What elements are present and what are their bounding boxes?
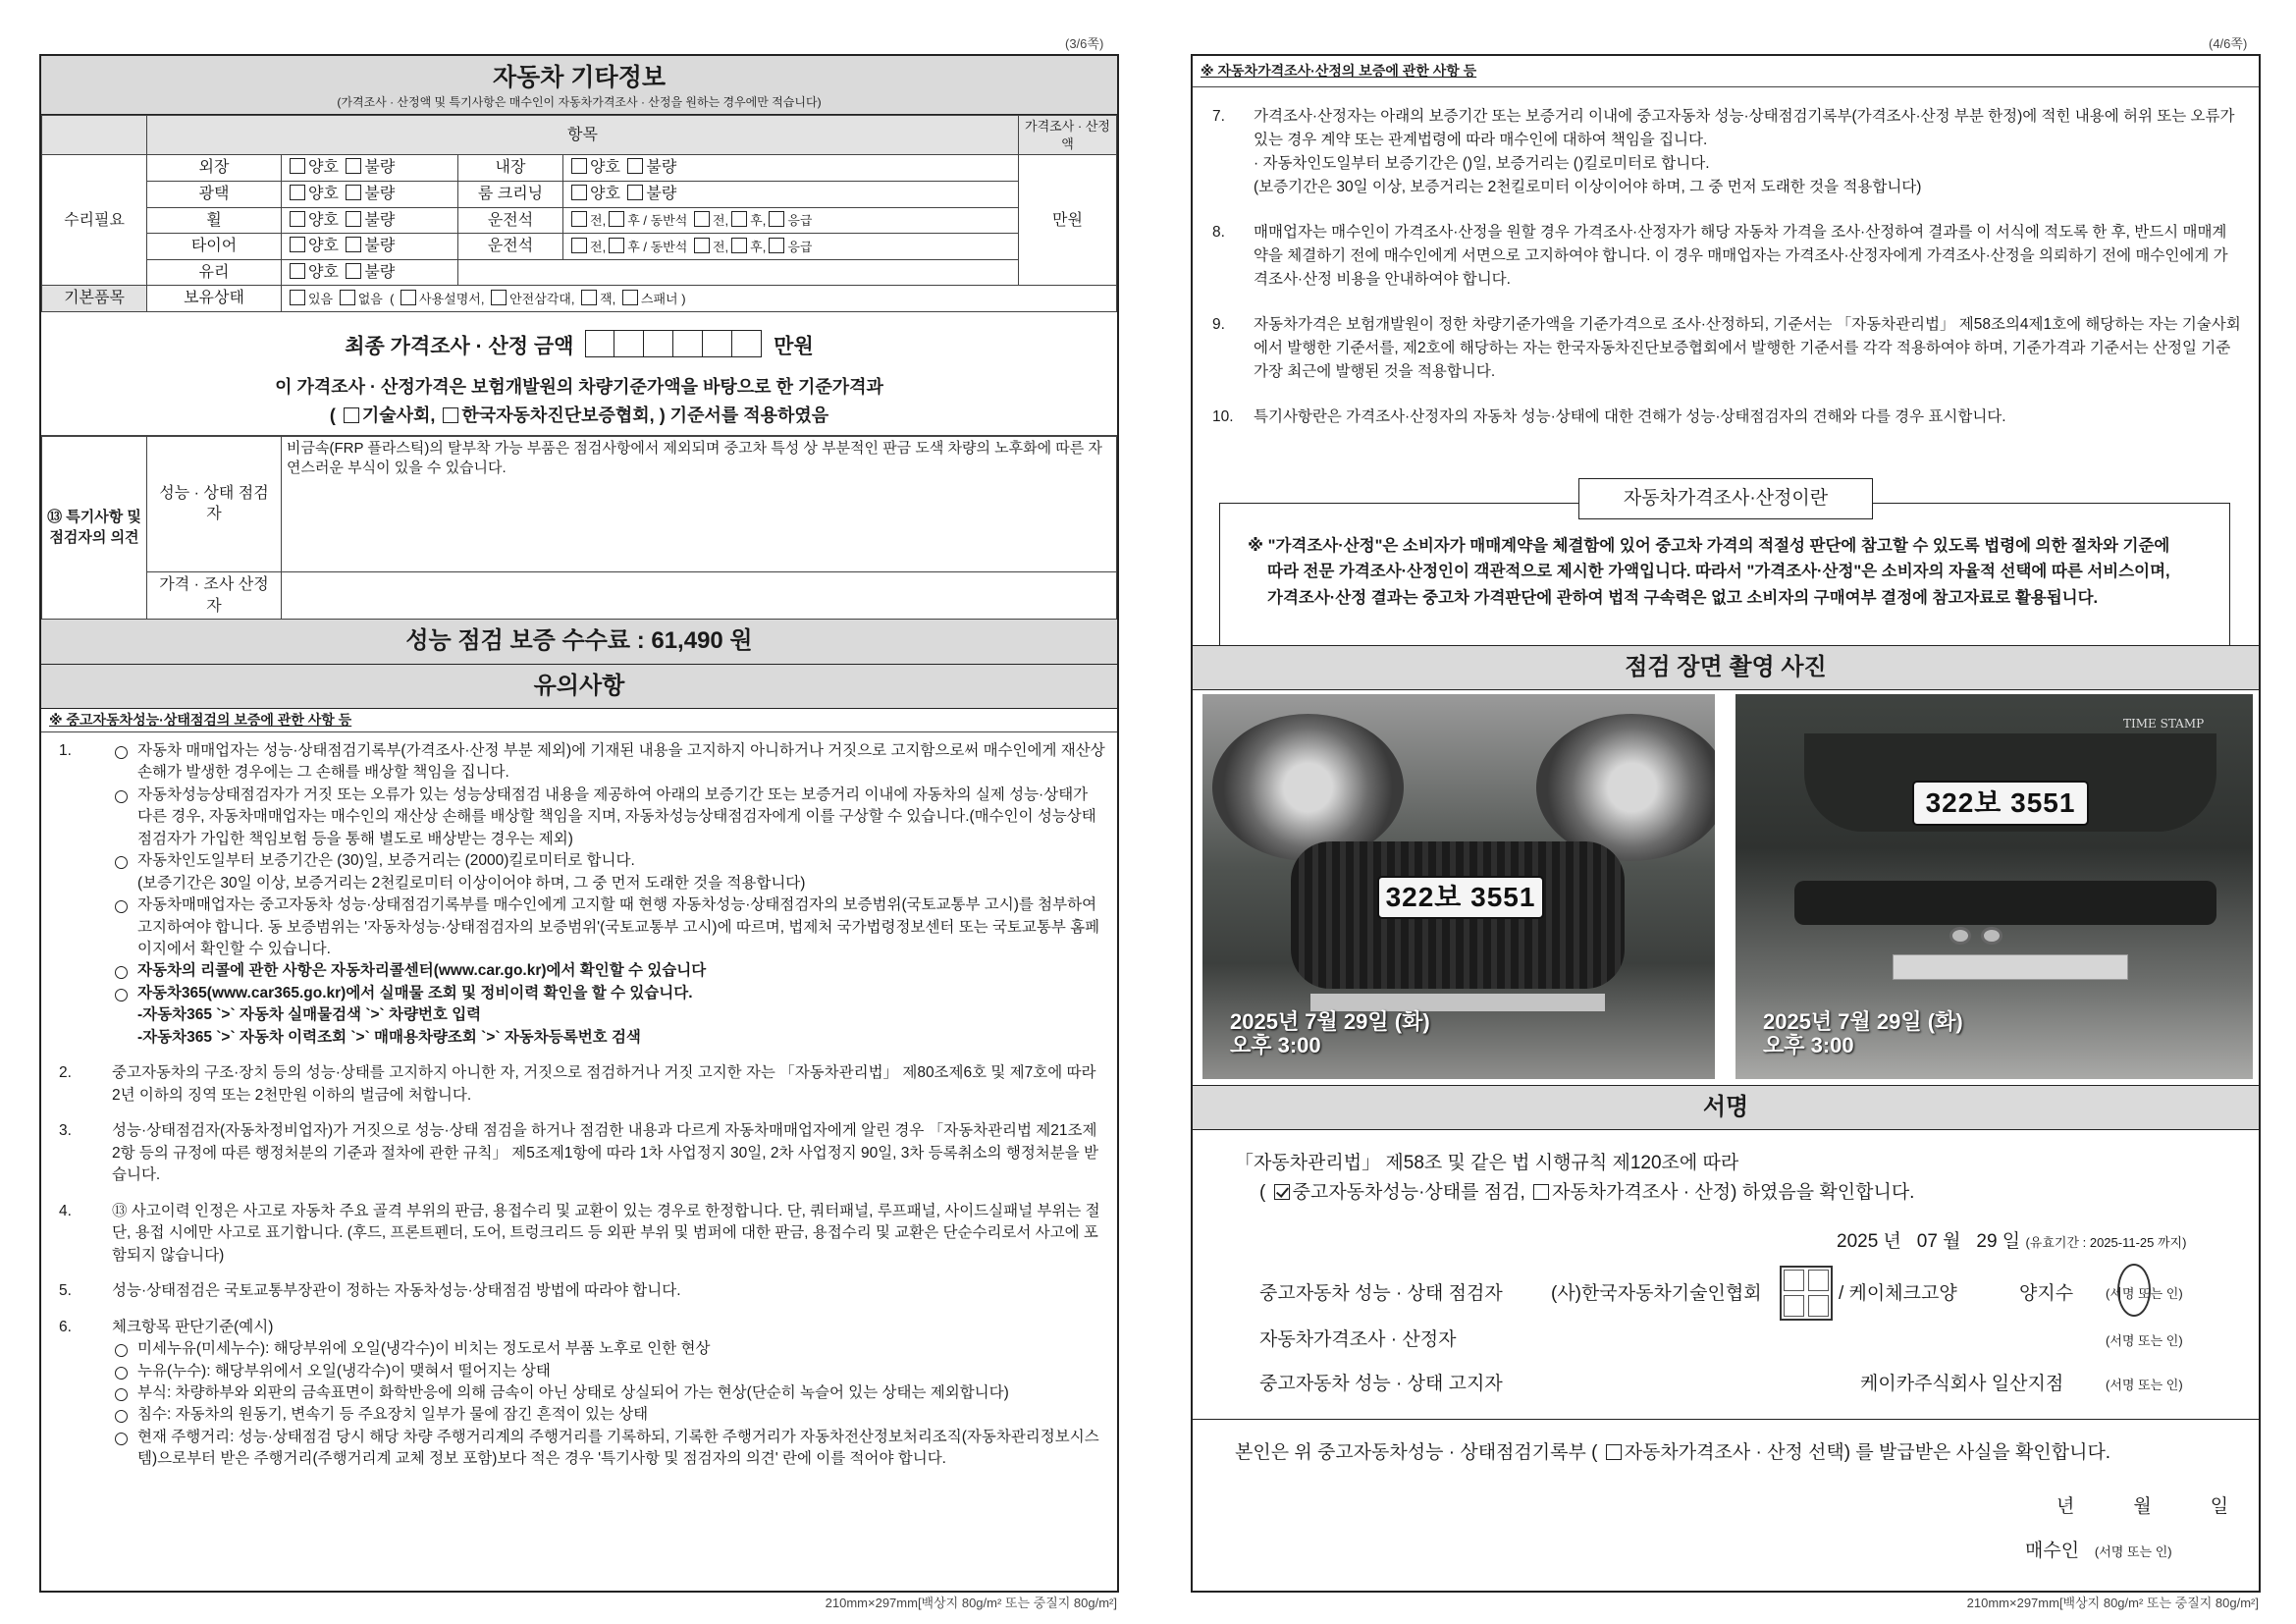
exhaust-right (1981, 927, 2002, 945)
photo-front (1202, 694, 1715, 1079)
note-6-item: 부식: 차량하부와 외판의 금속표면이 화학반응에 의해 금속이 아닌 상태로 상실되어 가는 현상(단순히 녹슬어 있는 상태는 제외합니다) (112, 1382, 1105, 1404)
emergency-label: 응급 (787, 213, 813, 229)
page-left (39, 54, 1119, 1611)
good-label: 양호 (308, 238, 339, 255)
note-number: 4. (59, 1202, 72, 1219)
note-1 (41, 740, 1117, 1050)
note-1-item: 자동차 매매업자는 성능·상태점검기록부(가격조사·산정 부분 제외)에 기재된 내용을 고지하지 아니하거나 거짓으로 고지함으로써 매수인에게 재산상 손해가 발생한 경우에는 그 손해를 배상할 책임을 집니다. (112, 740, 1105, 785)
tech-society-label: 기술사회, (361, 405, 436, 425)
note-text: 자동차가격은 보험개발원이 정한 차량기준가액을 기준가격으로 조사·산정하되, 기준서는 「자동차관리법」 제58조의4제1호에 해당하는 자는 기술사회에서 발행한 기준서를, 제2호에 해당하는 자는 한국자동차진단보증협회에서 발행한 기준서를 각각 적용하여야 하며, 기준가격과 기준서는 산정일 기준 가장 최근에 발행된 것을 적용합니다. (1254, 316, 2241, 381)
paper-spec: 210mm×297mm[백상지 80g/m² 또는 중질지 80g/m²] (1966, 1596, 2259, 1611)
note-6-item: 침수: 자동차의 원동기, 변속기 등 주요장치 일부가 물에 잠긴 흔적이 있는 상태 (112, 1404, 1105, 1426)
vehicle-info-title: 자동차 기타정보 (493, 64, 666, 91)
checkbox-good[interactable] (290, 158, 305, 174)
note-text: 가격조사·산정자는 아래의 보증기간 또는 보증거리 이내에 중고자동차 성능·상태점검기록부(가격조사·산정 부분 한정)에 적힌 내용에 허위 또는 오류가 있는 경우 계약 또는 관계법령에 따라 매수인에 대하여 책임을 집니다. (1254, 107, 2235, 148)
basis-line1: 이 가격조사 · 산정가격은 보험개발원의 차량기준가액을 바탕으로 한 기준가격과 (275, 377, 883, 398)
row-label: 외장 (147, 155, 282, 182)
buyer-line (2025, 1539, 2172, 1564)
row-label: 내장 (458, 155, 563, 182)
photo-date: 2025년 7월 29일 (화) (1230, 1009, 1430, 1034)
signature-note: (서명 또는 인) (2094, 1544, 2172, 1559)
notifier-org: 케이카주식회사 일산지점 (1860, 1374, 2064, 1394)
bad-label: 불량 (364, 263, 396, 281)
photo-rear (1735, 694, 2253, 1079)
checkbox-tech-society[interactable] (344, 407, 359, 423)
signature-note: (서명 또는 인) (2106, 1378, 2183, 1392)
notes-body (41, 732, 1117, 1471)
front-label: 전 (590, 239, 603, 254)
good-label: 양호 (590, 186, 620, 203)
special-label: ⑬ 특기사항 및 점검자의 의견 (42, 436, 147, 619)
price-definition-box (1219, 488, 2230, 646)
passenger-label: 동반석 (650, 239, 688, 254)
price-inspector-label: 자동차가격조사 · 산정자 (1259, 1329, 1457, 1350)
note-text: 매매업자는 매수인이 가격조사·산정을 원할 경우 가격조사·산정자가 해당 자동차 가격을 조사·산정하여 결과를 이 서식에 적도록 한 후, 반드시 매매계약을 체결하기 전에 매수인에게 서면으로 고지하여야 합니다. 이 경우 매매업자는 가격조사·산정자에게 가격조사·산정을 의뢰하기 전에 매수인에게 가격조사·산정 비용을 안내하여야 합니다. (1254, 223, 2228, 288)
page-right (1191, 54, 2261, 1611)
row-label: 광택 (147, 182, 282, 208)
checkbox-good[interactable] (571, 158, 587, 174)
confirm-text-b: 자동차가격조사 · 산정 선택) 를 발급받은 사실을 확인합니다. (1624, 1442, 2111, 1463)
good-label: 양호 (590, 159, 620, 177)
have-label: 있음 (308, 291, 334, 306)
definition-line: ※ "가격조사·산정"은 소비자가 매매계약을 체결함에 있어 중고차 가격의 적절성 판단에 참고할 수 있도록 법령에 의한 절차와 기준에 (1248, 537, 2170, 555)
note-1-item: 자동차인도일부터 보증기간은 (30)일, 보증거리는 (2000)킬로미터로 합니다. (112, 850, 1105, 872)
emergency-label: 응급 (787, 239, 813, 254)
won-label: 만원 (1019, 155, 1117, 286)
sign-option-price: 자동차가격조사 · 산정) 하였음을 확인합니다. (1552, 1182, 1915, 1203)
price-note (1193, 406, 2259, 429)
sign-date (1837, 1229, 2186, 1255)
row-label: 룸 크리닝 (458, 182, 563, 208)
note-number: 2. (59, 1064, 72, 1082)
license-plate-front: 322보 3551 (1377, 876, 1544, 919)
photo-date: 2025년 7월 29일 (화) (1763, 1009, 1963, 1034)
basic-state-label: 보유상태 (147, 286, 282, 312)
note-2-text: 중고자동차의 구조·장치 등의 성능·상태를 고지하지 아니한 자, 거짓으로 점검하거나 거짓 고지한 자는 「자동차관리법」 제80조제6호 및 제7호에 따라 2년 이하의 징역 또는 2천만원 이하의 벌금에 처합니다. (112, 1064, 1096, 1104)
note-5 (41, 1280, 1117, 1302)
note-4-text: ⑬ 사고이력 인정은 사고로 자동차 주요 골격 부위의 판금, 용접수리 및 교환이 있는 경우로 한정합니다. 단, 쿼터패널, 루프패널, 사이드실패널 부위는 절단, 용접 시에만 사고로 표기합니다. (후드, 프론트펜더, 도어, 트렁크리드 등 외판 부위 및 범퍼에 대한 판금, 용접수리 및 교환은 단순수리로서 사고에 포함되지 않습니다) (112, 1202, 1100, 1264)
row-label: 유리 (147, 259, 282, 286)
bad-label: 불량 (364, 186, 396, 203)
price-definition-text (1220, 504, 2229, 611)
inspector-name: 양지수 (2019, 1283, 2074, 1304)
good-label: 양호 (308, 263, 339, 281)
final-price-boxes[interactable] (585, 330, 762, 365)
confirm-text-a: 본인은 위 중고자동차성능 · 상태점검기록부 ( (1235, 1442, 1598, 1463)
slash: / (643, 213, 647, 229)
header-price: 가격조사 · 산정액 (1019, 116, 1117, 155)
basic-items-label: 기본품목 (42, 286, 147, 312)
checkbox-bad[interactable] (346, 211, 361, 227)
row-label: 운전석 (458, 234, 563, 260)
bad-label: 불량 (646, 186, 677, 203)
date-day: 29 일 (1976, 1231, 2021, 1252)
note-1-sub: (보증기간은 30일 이상, 보증거리는 2천킬로미터 이상이어야 하며, 그 중 먼저 도래한 것을 적용합니다) (137, 874, 806, 892)
time-stamp-badge: TIME STAMP (2123, 717, 2205, 731)
spanner-label: 스패너 (640, 291, 678, 306)
checkbox-bad[interactable] (346, 263, 361, 279)
price-note (1193, 105, 2259, 199)
date-year: 2025 년 (1837, 1231, 1901, 1252)
page-number: (3/6쪽) (1065, 36, 1104, 51)
signature-note: (서명 또는 인) (2106, 1333, 2183, 1348)
checkbox-bad[interactable] (346, 185, 361, 200)
checkbox-triangle[interactable] (491, 290, 507, 305)
photo-title: 점검 장면 촬영 사진 (1193, 645, 2259, 690)
note-number: 3. (59, 1122, 72, 1140)
buyer-confirm (1235, 1440, 2110, 1466)
checkbox-inspection-checked[interactable] (1274, 1184, 1290, 1200)
note-number: 9. (1212, 316, 1225, 333)
note-number: 5. (59, 1282, 72, 1300)
checkbox[interactable] (694, 238, 710, 253)
sign-line-2: ( 중고자동차성능·상태를 점검, 자동차가격조사 · 산정) 하였음을 확인합니다. (1259, 1182, 1915, 1203)
buyer-label: 매수인 (2025, 1541, 2080, 1561)
valid-until: (유효기간 : 2025-11-25 까지) (2025, 1235, 2187, 1250)
checkbox[interactable] (571, 238, 587, 253)
page-number: (4/6쪽) (2209, 36, 2248, 51)
checkbox-price-survey[interactable] (1533, 1184, 1549, 1200)
note-text: · 자동차인도일부터 보증기간은 ()일, 보증거리는 ()킬로미터로 합니다. (1254, 154, 1710, 172)
note-text: (보증기간은 30일 이상, 보증거리는 2천킬로미터 이상이어야 하며, 그 중 먼저 도래한 것을 적용합니다) (1254, 178, 1922, 195)
inspector-branch: / 케이체크고양 (1839, 1283, 1957, 1304)
ymd-day: 일 (2210, 1496, 2229, 1517)
final-price-unit: 만원 (774, 335, 814, 358)
note-1-sub: -자동차365 `>` 자동차 실매물검색 `>` 차량번호 입력 (137, 1006, 482, 1024)
inspector-opinion: 비금속(FRP 플라스틱)의 탈부착 가능 부품은 점검사항에서 제외되며 중고차 특성 상 부분적인 판금 도색 차량의 노후화에 따른 자연스러운 부식이 있을 수 있습니다. (282, 436, 1117, 571)
good-label: 양호 (308, 211, 339, 229)
checkbox-good[interactable] (290, 185, 305, 200)
checkbox[interactable] (609, 211, 624, 227)
price-notes-subtitle: ※ 자동차가격조사·산정의 보증에 관한 사항 등 (1193, 56, 2259, 87)
lift-plate (1893, 954, 2128, 980)
rear-label: 후 (627, 239, 640, 254)
inspector-org: (사)한국자동차기술인협회 (1551, 1283, 1762, 1304)
photo-time: 오후 3:00 (1763, 1033, 1854, 1058)
price-inspector-opinion[interactable] (282, 571, 1117, 619)
sign-option-inspection: 중고자동차성능·상태를 점검, (1292, 1182, 1525, 1203)
checkbox[interactable] (571, 211, 587, 227)
checkbox-bad[interactable] (627, 185, 643, 200)
paper-spec: 210mm×297mm[백상지 80g/m² 또는 중질지 80g/m²] (825, 1596, 1117, 1611)
definition-line: 가격조사·산정 결과는 중고차 가격판단에 관하여 법적 구속력은 없고 소비자의 구매여부 결정에 참고자료로 활용됩니다. (1267, 588, 2099, 607)
checkbox-bad[interactable] (627, 158, 643, 174)
bad-label: 불량 (364, 159, 396, 177)
assoc-label: 한국자동차진단보증협회, (461, 405, 655, 425)
note-4 (41, 1201, 1117, 1267)
sign-title: 서명 (1193, 1085, 2259, 1130)
price-notes (1193, 87, 2259, 429)
definition-line: 따라 전문 가격조사·산정인이 객관적으로 제시한 가액입니다. 따라서 "가격조사·산정"은 소비자의 자율적 선택에 따른 서비스이며, (1267, 563, 2170, 581)
header-item: 항목 (147, 116, 1019, 155)
basis-end: ) 기준서를 적용하였음 (659, 405, 829, 425)
passenger-label: 동반석 (650, 213, 688, 229)
note-3 (41, 1120, 1117, 1186)
photo-timestamp (1763, 1010, 1963, 1057)
note-6 (41, 1317, 1117, 1471)
ymd-year: 년 (2056, 1496, 2075, 1517)
checkbox[interactable] (769, 238, 784, 253)
license-plate-rear: 322보 3551 (1912, 781, 2089, 826)
photo-time: 오후 3:00 (1230, 1033, 1321, 1058)
row-label: 타이어 (147, 234, 282, 260)
price-note (1193, 313, 2259, 384)
note-6-item: 미세누유(미세누수): 해당부위에 오일(냉각수)이 비치는 정도로서 부품 노후로 인한 현상 (112, 1338, 1105, 1360)
special-table (41, 436, 1117, 620)
jack-label: 잭, (600, 291, 616, 306)
checkbox-good[interactable] (571, 185, 587, 200)
checkbox-good[interactable] (290, 237, 305, 252)
checkbox[interactable] (731, 211, 747, 227)
checkbox-bad[interactable] (346, 237, 361, 252)
checkbox[interactable] (769, 211, 784, 227)
ymd-month: 월 (2133, 1496, 2152, 1517)
checkbox[interactable] (609, 238, 624, 253)
note-6-text: 체크항목 판단기준(예시) (112, 1318, 274, 1335)
note-1-item: 자동차365(www.car365.go.kr)에서 실매물 조회 및 정비이력 확인을 할 수 있습니다. (112, 983, 1105, 1004)
slash: / (643, 239, 647, 254)
repair-table: 항목 가격조사 · 산정액 수리필요 외장 양호 불량 내장 양호 불량 만원 광택 양호 불량 룸 크리닝 양호 불량 휠 양호 불량 운전석 전, 후 / 동반석 전, 후, 응급 타이어 양호 불량 운전석 전, 후 / 동반석 전, 후, 응급 유리 양호 불량 기본품목 보유상태 있음 없음 ( 사용설명서, 안전삼각대, 잭, 스패너 ) (41, 115, 1117, 312)
rear-label: 후 (750, 213, 763, 229)
manual-label: 사용설명서, (419, 291, 485, 306)
note-3-text: 성능·상태점검자(자동차정비업자)가 거짓으로 성능·상태 점검을 하거나 점검한 내용과 다르게 자동차매매업자에게 알린 경우 「자동차관리법 제21조제2항 등의 규정에 따른 행정처분의 기준과 절차에 관한 규칙」 제5조제1항에 따라 1차 사업정지 30일, 2차 사업정지 90일, 3차 등록취소의 행정처분을 받습니다. (112, 1122, 1098, 1184)
fee: 성능 점검 보증 수수료 : 61,490 원 (41, 620, 1117, 664)
checkbox-price-select[interactable] (1606, 1444, 1622, 1460)
front-label: 전 (712, 213, 725, 229)
note-6-item: 누유(누수): 해당부위에서 오일(냉각수)이 맺혀서 떨어지는 상태 (112, 1361, 1105, 1382)
bumper (1794, 881, 2216, 925)
note-1-sub: -자동차365 `>` 자동차 이력조회 `>` 매매용차량조회 `>` 자동차등록번호 검색 (137, 1028, 641, 1046)
inspector-label: 중고자동차 성능 · 상태 점검자 (1259, 1283, 1503, 1304)
sign-line-1: 「자동차관리법」 제58조 및 같은 법 시행규칙 제120조에 따라 (1235, 1153, 1739, 1173)
repair-label: 수리필요 (42, 155, 147, 286)
divider (1193, 1419, 2259, 1420)
bad-label: 불량 (646, 159, 677, 177)
checkbox-none[interactable] (340, 290, 355, 305)
good-label: 양호 (308, 186, 339, 203)
checkbox-jack[interactable] (581, 290, 597, 305)
basis-line2: ( 기술사회, 한국자동차진단보증협회, ) 기준서를 적용하였음 (329, 405, 829, 425)
checkbox-good[interactable] (290, 263, 305, 279)
final-price-block (41, 312, 1117, 436)
good-label: 양호 (308, 159, 339, 177)
note-number: 6. (59, 1318, 72, 1335)
buyer-date (2056, 1494, 2228, 1520)
triangle-label: 안전삼각대, (509, 291, 575, 306)
checkbox-manual[interactable] (400, 290, 416, 305)
price-definition-title: 자동차가격조사·산정이란 (1578, 478, 1873, 519)
official-seal (1780, 1266, 1833, 1321)
bad-label: 불량 (364, 211, 396, 229)
exhaust-left (1949, 927, 1971, 945)
front-label: 전 (590, 213, 603, 229)
row-label: 운전석 (458, 207, 563, 234)
checkbox-have[interactable] (290, 290, 305, 305)
rear-label: 후 (750, 239, 763, 254)
price-note (1193, 221, 2259, 292)
bad-label: 불량 (364, 238, 396, 255)
checkbox-good[interactable] (290, 211, 305, 227)
note-6-item: 현재 주행거리: 성능·상태점검 당시 해당 차량 주행거리계의 주행거리를 기록하되, 기록한 주행거리가 자동차전산정보처리조직(자동차관리정보시스템)으로부터 받은 주행거리(주행거리계 교체 정보 포함)보다 적은 경우 '특기사항 및 점검자의 의견' 란에 이를 적어야 합니다. (112, 1427, 1105, 1471)
notes-subtitle: ※ 중고자동차성능·상태점검의 보증에 관한 사항 등 (41, 709, 1117, 732)
checkbox-assoc[interactable] (443, 407, 458, 423)
note-1-item: 자동차성능상태점검자가 거짓 또는 오류가 있는 성능상태점검 내용을 제공하여 아래의 보증기간 또는 보증거리 이내에 자동차의 실제 성능·상태가 다른 경우, 자동차매매업자는 매수인의 재산상 손해를 배상할 책임을 지며, 자동차성능상태점검자에게 이를 구상할 수 있습니다.(매수인이 성능상태점검자가 가입한 책임보험 등을 통해 별도로 배상받는 경우는 제외) (112, 785, 1105, 850)
rear-label: 후 (627, 213, 640, 229)
none-label: 없음 (357, 291, 383, 306)
checkbox-bad[interactable] (346, 158, 361, 174)
note-1-item: 자동차의 리콜에 관한 사항은 자동차리콜센터(www.car.go.kr)에서 확인할 수 있습니다 (112, 960, 1105, 982)
notifier-label: 중고자동차 성능 · 상태 고지자 (1259, 1374, 1503, 1394)
checkbox-spanner[interactable] (622, 290, 638, 305)
note-text: 특기사항란은 가격조사·산정자의 자동차 성능·상태에 대한 견해가 성능·상태점검자의 견해와 다를 경우 표시합니다. (1254, 408, 2006, 426)
signature-note: (서명 또는 인) (2106, 1286, 2183, 1301)
checkbox[interactable] (694, 211, 710, 227)
row-label: 휠 (147, 207, 282, 234)
front-label: 전 (712, 239, 725, 254)
final-price-label: 최종 가격조사 · 산정 금액 (345, 335, 574, 358)
vehicle-info-subtitle: (가격조사 · 산정액 및 특기사항은 매수인이 자동차가격조사 · 산정을 원하는 경우에만 적습니다) (337, 94, 822, 109)
note-5-text: 성능·상태점검은 국토교통부장관이 정하는 자동차성능·상태점검 방법에 따라야 합니다. (112, 1282, 681, 1300)
headlight-left (1212, 714, 1404, 861)
note-number: 1. (59, 741, 72, 759)
photo-timestamp (1230, 1010, 1430, 1057)
date-month: 07 월 (1916, 1231, 1961, 1252)
price-inspector-label: 가격 · 조사 산정자 (147, 571, 282, 619)
note-1-item: 자동차매매업자는 중고자동차 성능·상태점검기록부를 매수인에게 고지할 때 현행 자동차성능·상태점검자의 보증범위(국토교통부 고시)를 첨부하여 고지하여야 합니다. 동 보증범위는 '자동차성능·상태점검자의 보증범위'(국토교통부 고시)에 따르며, 법제처 국가법령정보센터 또는 국토교통부 홈페이지에서 확인할 수 있습니다. (112, 894, 1105, 960)
note-number: 10. (1212, 408, 1234, 426)
note-number: 7. (1212, 107, 1225, 125)
headlight-right (1536, 714, 1715, 861)
note-2 (41, 1062, 1117, 1107)
inspector-label: 성능 · 상태 점검자 (147, 436, 282, 571)
note-number: 8. (1212, 223, 1225, 241)
checkbox[interactable] (731, 238, 747, 253)
section-title-vehicle-info (41, 56, 1117, 115)
blank-header (42, 116, 147, 155)
notes-title: 유의사항 (41, 665, 1117, 709)
